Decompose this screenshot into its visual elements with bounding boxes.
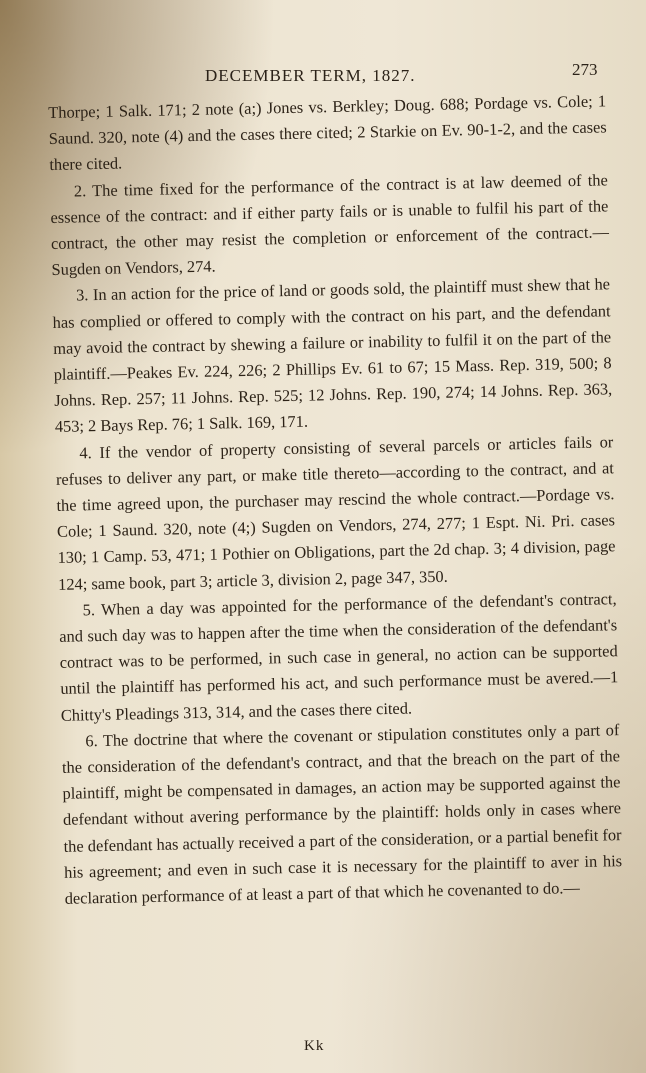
paragraph-2: 2. The time fixed for the performance of the contract is at law deemed of the essence of the contract: and if either party fails or is unable to fulfil his part of the contract, the other may resist the completion or enforcement of the contract.—Sugden on Vendors, 274. <box>50 169 610 280</box>
page-number: 273 <box>572 60 598 79</box>
signature-mark: Kk <box>304 1038 325 1054</box>
paragraph-3: 3. In an action for the price of land or goods sold, the plaintiff must shew that he has complied or offered to comply with the contract on his part, and the defendant may avoid the contract by shewing a failure or inability to fulfil it on the part of the plaintiff.—Peakes Ev. 224, 226; 2 Phillips Ev. 61 to 67; 15 Mass. Rep. 319, 500; 8 Johns. Rep. 257; 11 Johns. Rep. 525; 12 Johns. Rep. 190, 274; 14 Johns. Rep. 363, 453; 2 Bays Rep. 76; 1 Salk. 169, 171. <box>52 274 613 437</box>
running-title: DECEMBER TERM, 1827. <box>205 66 416 85</box>
paragraph-continuation: Thorpe; 1 Salk. 171; 2 note (a;) Jones vs. Berkley; Doug. 688; Pordage vs. Cole; 1 Saund. 320, note (4) and the cases there cited; 2 Starkie on Ev. 90-1-2, and the cases there cited. <box>48 91 607 175</box>
paragraph-4: 4. If the vendor of property consisting of several parcels or articles fails or refuses to deliver any part, or make title thereto—according to the contract, and at the time agreed upon, the purchaser may rescind the whole contract.—Pordage vs. Cole; 1 Saund. 320, note (4;) Sugden on Vendors, 274, 277; 1 Espt. Ni. Pri. cases 130; 1 Camp. 53, 471; 1 Pothier on Obligations, part the 2d chap. 3; 4 division, page 124; same book, part 3; article 3, division 2, page 347, 350. <box>55 431 616 594</box>
paragraph-5: 5. When a day was appointed for the performance of the defendant's contract, and such day was to happen after the time when the consideration of the defendant's contract was to be performed, in such case in general, no action can be supported until the plaintiff has performed his act, and such performance must be avered.—1 Chitty's Pleadings 313, 314, and the cases there cited. <box>59 589 619 725</box>
paragraph-6: 6. The doctrine that where the covenant or stipulation constitutes only a part of the consideration of the defendant's contract, and that the breach on the part of the plaintiff, might be compensated in damages, an action may be supported against the defendant without avering performance by the plaintiff: holds only in cases where the defendant has actually received a part of the consideration, or a partial benefit for his agreement; and even in such case it is necessary for the plaintiff to aver in his declaration performance of at least a part of that which he covenanted to do.— <box>61 720 623 908</box>
body-text <box>48 88 623 912</box>
running-head <box>0 60 646 90</box>
